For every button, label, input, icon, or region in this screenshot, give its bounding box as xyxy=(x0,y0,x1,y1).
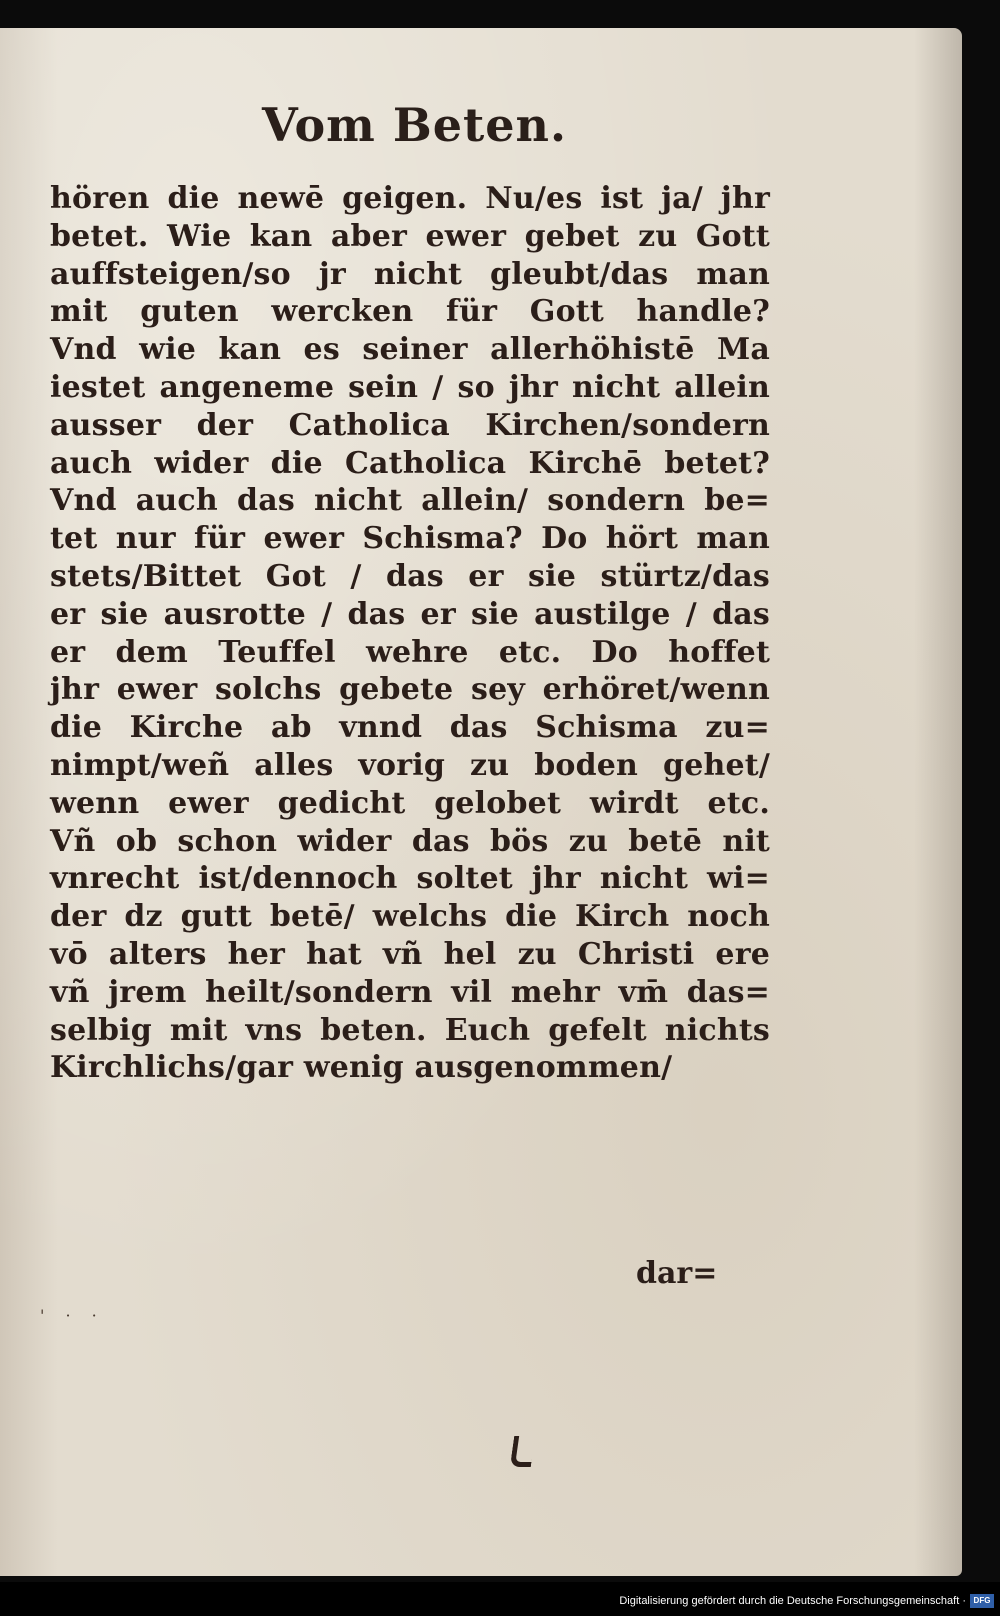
text-line: iestet angeneme sein / so jhr nicht allein xyxy=(50,369,770,405)
funding-credit: Digitalisierung gefördert durch die Deutsche Forschungsgemeinschaft · xyxy=(619,1595,966,1607)
text-line: stets/Bittet Got / das er sie stürtz/das xyxy=(50,558,770,594)
text-line: Vñ ob schon wider das bös zu betē nit xyxy=(50,823,770,859)
text-line: jhr ewer solchs gebete sey erhöret/wenn xyxy=(50,672,770,708)
text-line: tet nur für ewer Schisma? Do hört man xyxy=(50,521,770,557)
text-line: er dem Teuffel wehre etc. Do hoffet xyxy=(50,634,770,670)
text-line: der dz gutt betē/ welchs die Kirch noch xyxy=(50,899,770,935)
dfg-logo-icon: DFG xyxy=(970,1594,994,1608)
text-line: auffsteigen/so jr nicht gleubt/das man xyxy=(50,256,770,292)
text-line: vñ jrem heilt/sondern vil mehr vm̄ das= xyxy=(50,974,770,1010)
signature-mark-icon xyxy=(510,1436,535,1467)
text-line: Vnd wie kan es seiner allerhöhistē Ma xyxy=(50,332,770,368)
text-line: Vnd auch das nicht allein/ sondern be= xyxy=(50,483,770,519)
text-line: er sie ausrotte / das er sie austilge / das xyxy=(50,596,770,632)
text-line: hören die newē geigen. Nu/es ist ja/ jhr xyxy=(50,181,770,216)
text-line: selbig mit vns beten. Euch gefelt nichts xyxy=(50,1012,770,1048)
text-line: vō alters her hat vñ hel zu Christi ere xyxy=(50,936,770,972)
book-page xyxy=(0,28,962,1576)
marginal-marks: ' · · xyxy=(40,1306,105,1325)
text-line: wenn ewer gedicht gelobet wirdt etc. xyxy=(50,785,770,821)
text-line: nimpt/weñ alles vorig zu boden gehet/ xyxy=(50,747,770,783)
body-text xyxy=(50,180,770,1087)
footer-bar xyxy=(0,1582,1000,1616)
catchword: dar= xyxy=(636,1256,718,1291)
running-head: Vom Beten. xyxy=(262,98,567,152)
text-line: vnrecht ist/dennoch soltet jhr nicht wi= xyxy=(50,861,770,897)
text-line: ausser der Catholica Kirchen/sondern xyxy=(50,407,770,443)
text-line: mit guten wercken für Gott handle? xyxy=(50,294,770,330)
text-line: die Kirche ab vnnd das Schisma zu= xyxy=(50,710,770,746)
text-line: Kirchlichs/gar wenig ausgenommen/ xyxy=(50,1050,673,1086)
text-line: auch wider die Catholica Kirchē betet? xyxy=(50,445,770,481)
text-line: betet. Wie kan aber ewer gebet zu Gott xyxy=(50,218,770,254)
